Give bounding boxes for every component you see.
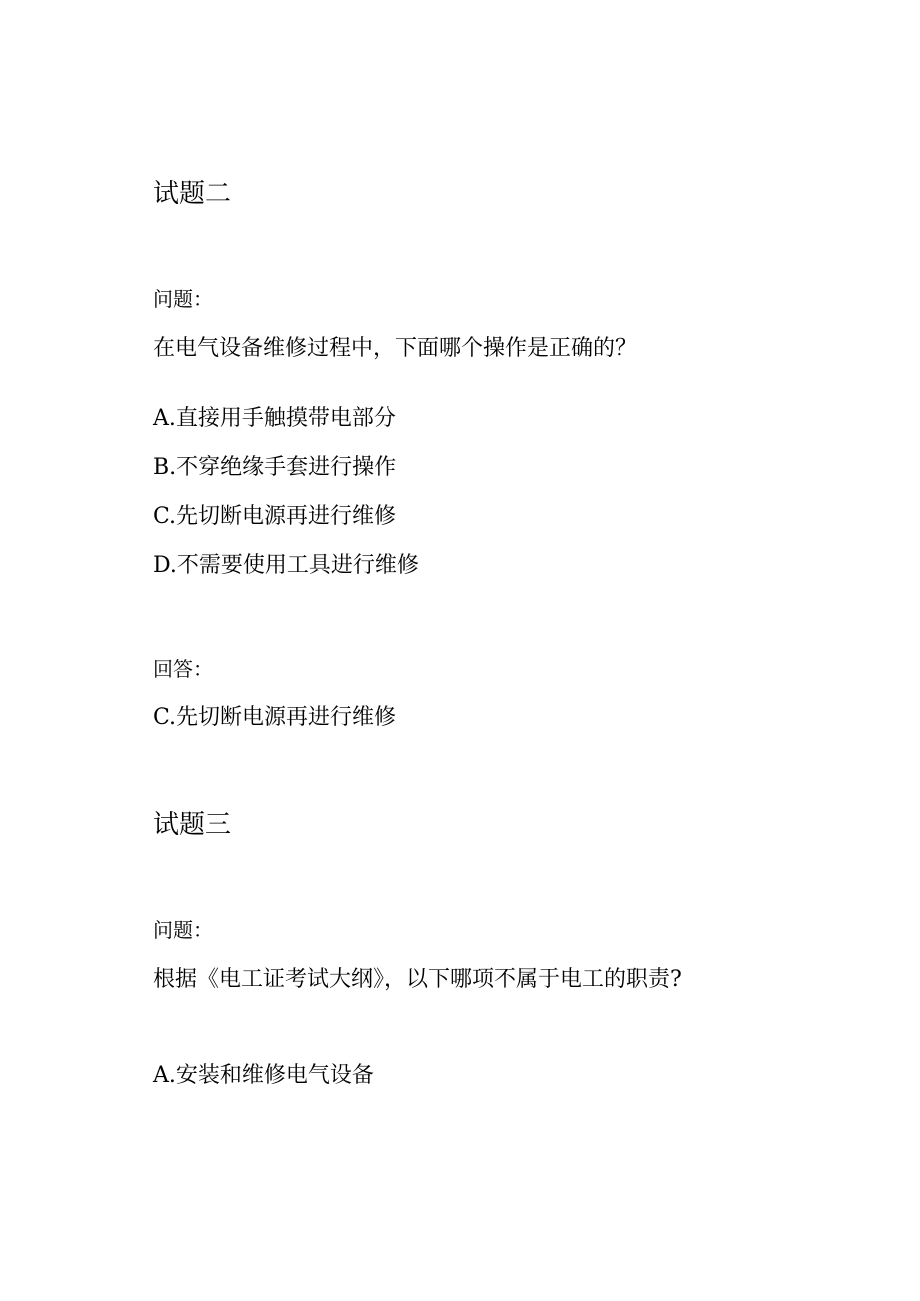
question-3-option-a: A.安装和维修电气设备 <box>153 1063 374 1088</box>
question-2-option-a: A.直接用手触摸带电部分 <box>153 406 396 431</box>
question-2-title: 试题二 <box>153 179 232 209</box>
question-2-answer-label: 回答： <box>153 657 213 681</box>
question-2-option-c: C.先切断电源再进行维修 <box>153 504 397 529</box>
question-3-question-text: 根据《电工证考试大纲》，以下哪项不属于电工的职责? <box>153 967 682 992</box>
question-2-question-label: 问题： <box>153 287 213 311</box>
question-2-option-d: D.不需要使用工具进行维修 <box>153 553 419 578</box>
question-3-question-label: 问题： <box>153 918 213 942</box>
question-2-answer-text: C.先切断电源再进行维修 <box>153 705 397 730</box>
question-2-question-text: 在电气设备维修过程中，下面哪个操作是正确的？ <box>153 336 638 361</box>
question-3-title: 试题三 <box>153 810 232 840</box>
question-2-option-b: B.不穿绝缘手套进行操作 <box>153 455 397 480</box>
